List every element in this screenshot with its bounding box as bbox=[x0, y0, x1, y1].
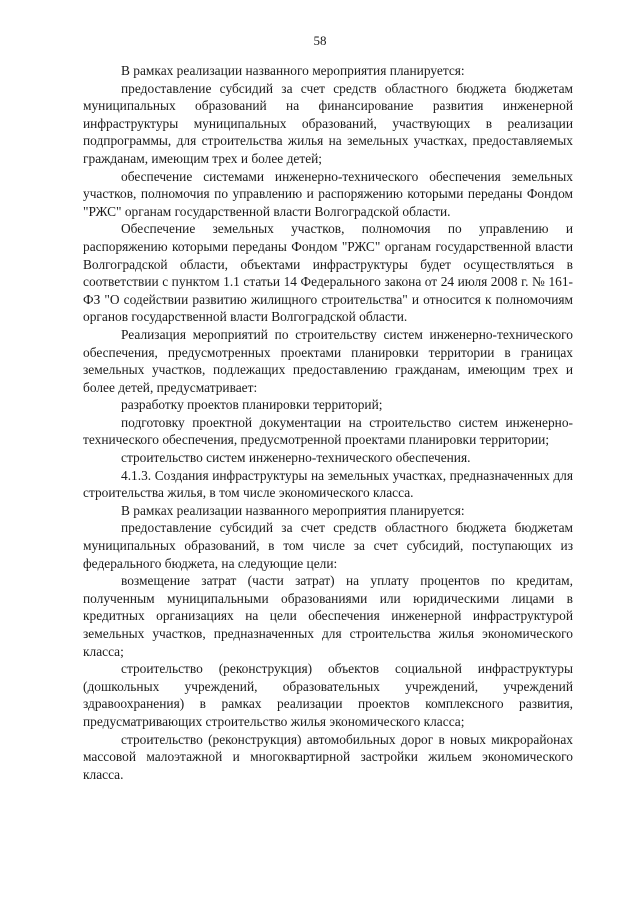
paragraph: Обеспечение земельных участков, полномочия по управлению и распоряжению которыми переданы Фондом "РЖС" органам государственной власти Волгоградской области, объектами инфраструктуры будет осуществляться в соответствии с пунктом 1.1 статьи 14 Федерального закона от 24 июля 2008 г. № 161-ФЗ "О содействии развитию жилищного строительства" и относится к полномочиям органов государственной власти Волгоградской области. bbox=[83, 221, 573, 325]
paragraph: Реализация мероприятий по строительству систем инженерно-технического обеспечения, предусмотренных проектами планировки территории в границах земельных участков, подлежащих предоставлению гражданам, имеющим трех и более детей, предусматривает: bbox=[83, 326, 573, 395]
paragraph: предоставление субсидий за счет средств областного бюджета бюджетам муниципальных образований на финансирование развития инженерной инфраструктуры муниципальных образований, участвующих в реализации подпрограммы, для строительства жилья на земельных участках, предоставляемых гражданам, имеющим трех и более детей; bbox=[83, 80, 573, 166]
paragraph: В рамках реализации названного мероприятия планируется: bbox=[121, 63, 465, 78]
paragraph: возмещение затрат (части затрат) на уплату процентов по кредитам, полученным муниципальными образованиями или юридическими лицами в кредитных организациях на цели обеспечения инженерной инфраструктурой земельных участков, предназначенных для строительства жилья экономического класса; bbox=[83, 573, 573, 659]
paragraph: строительство (реконструкция) объектов социальной инфраструктуры (дошкольных учреждений, образовательных учреждений, учреждений здравоохранения) в рамках реализации проектов комплексного развития, предусматривающих строительство жилья экономического класса; bbox=[83, 661, 573, 729]
paragraph: В рамках реализации названного мероприятия планируется: bbox=[121, 502, 465, 518]
document-body bbox=[83, 62, 573, 783]
paragraph: разработку проектов планировки территорий; bbox=[121, 397, 383, 413]
paragraph: предоставление субсидий за счет средств областного бюджета бюджетам муниципальных образований, в том числе за счет субсидий, поступающих из федерального бюджета, на следующие цели: bbox=[83, 520, 573, 571]
paragraph: обеспечение системами инженерно-технического обеспечения земельных участков, полномочия по управлению и распоряжению которыми переданы Фондом "РЖС" органам государственной власти Волгоградской области. bbox=[83, 168, 573, 219]
paragraph: 4.1.3. Создания инфраструктуры на земельных участках, предназначенных для строительства жилья, в том числе экономического класса. bbox=[83, 467, 573, 501]
paragraph: строительство систем инженерно-технического обеспечения. bbox=[121, 450, 471, 466]
paragraph: подготовку проектной документации на строительство систем инженерно-технического обеспечения, предусмотренной проектами планировки территории; bbox=[83, 414, 573, 448]
page-number: 58 bbox=[313, 33, 327, 48]
paragraph: строительство (реконструкция) автомобильных дорог в новых микрорайонах массовой малоэтажной и многоквартирной застройки жильем экономического класса. bbox=[83, 731, 573, 782]
